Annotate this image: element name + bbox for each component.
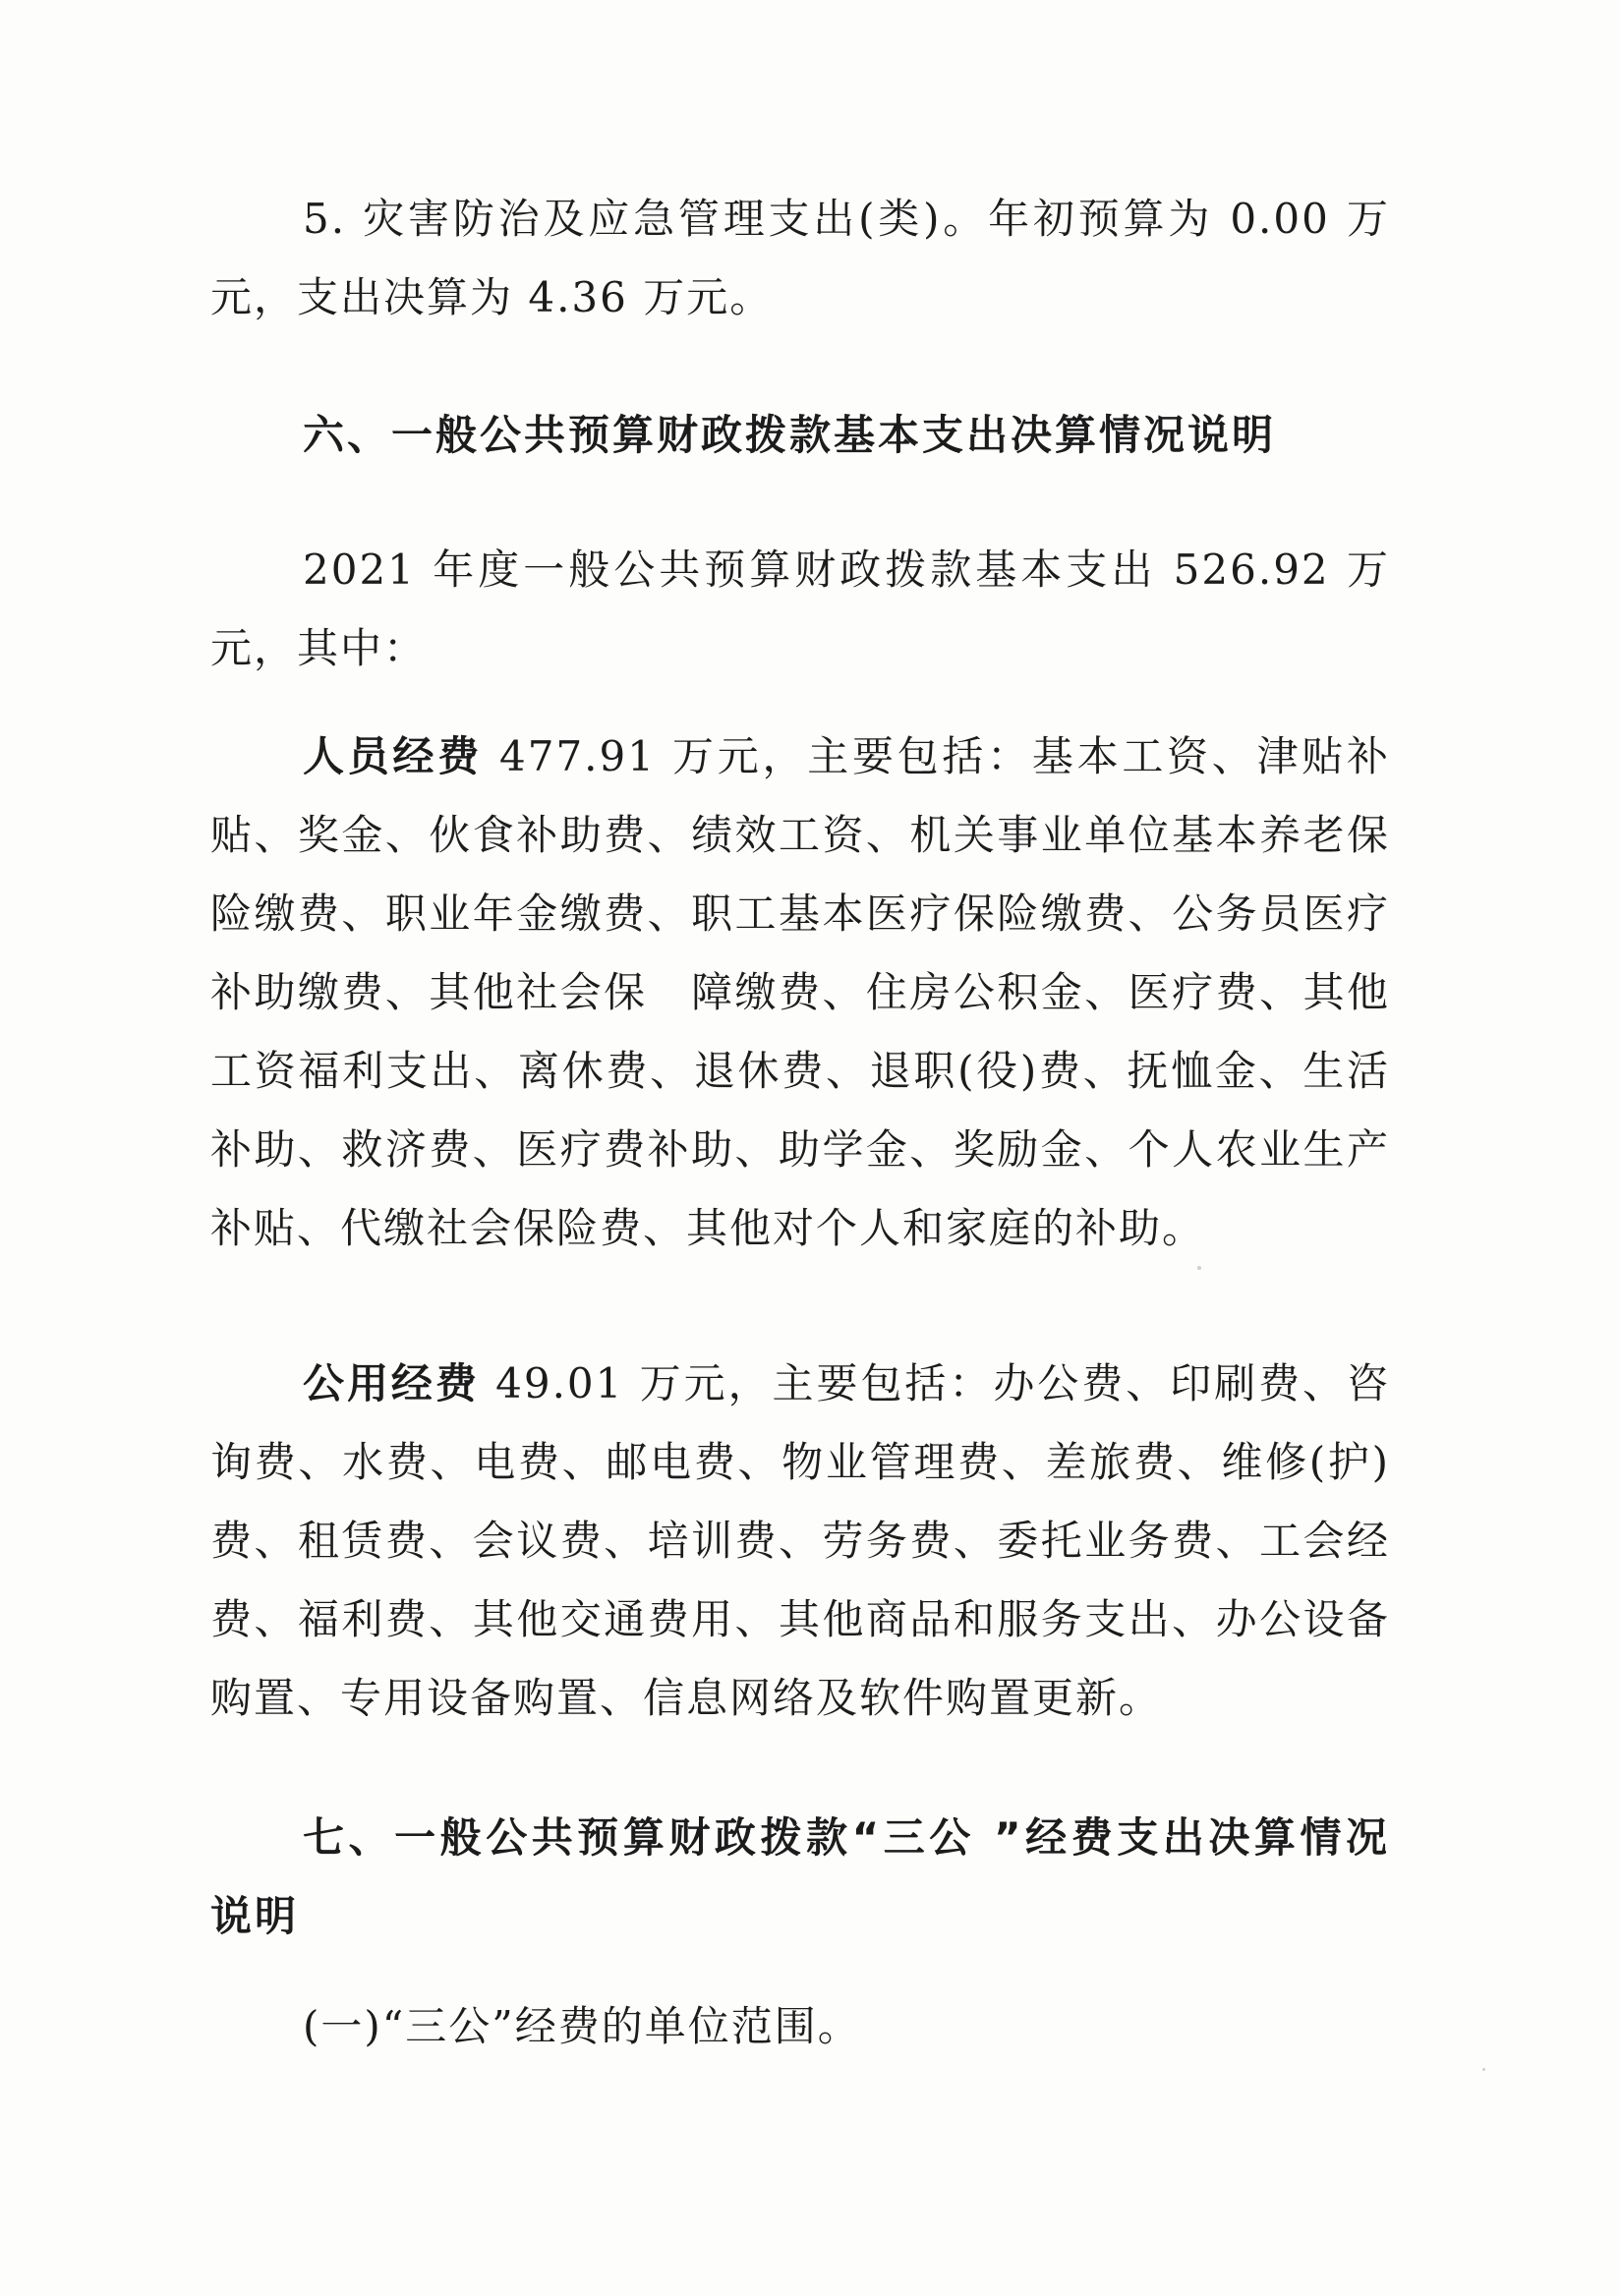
personnel-expenses-label: 人员经费 — [303, 732, 483, 780]
paragraph-personnel-expenses — [210, 718, 1390, 1268]
personnel-expenses-text: 477.91 万元，主要包括：基本工资、津贴补贴、奖金、伙食补助费、绩效工资、机关事业单位基本养老保险缴费、职业年金缴费、职工基本医疗保险缴费、公务员医疗补助缴费、其他社会保 障缴费、住房公积金、医疗费、其他工资福利支出、离休费、退休费、退职(役)费、抚恤金、生活补助、救济费、医疗费补助、助学金、奖励金、个人农业生产补贴、代缴社会保险费、其他对个人和家庭的补助。 — [210, 732, 1390, 1252]
paragraph-public-expenses — [210, 1345, 1390, 1738]
section-heading-6: 六、一般公共预算财政拨款基本支出决算情况说明 — [303, 411, 1277, 459]
paragraph-three-public-scope: (一)“三公”经费的单位范围。 — [303, 2002, 861, 2050]
public-expenses-label: 公用经费 — [303, 1359, 480, 1407]
section-heading-7: 七、一般公共预算财政拨款“三公 ”经费支出决算情况说明 — [210, 1813, 1390, 1940]
scan-speck — [1482, 2068, 1485, 2071]
public-expenses-text: 49.01 万元，主要包括：办公费、印刷费、咨询费、水费、电费、邮电费、物业管理费、差旅费、维修(护)费、租赁费、会议费、培训费、劳务费、委托业务费、工会经费、福利费、其他交通费用、其他商品和服务支出、办公设备购置、专用设备购置、信息网络及软件购置更新。 — [210, 1359, 1390, 1722]
scan-speck — [1197, 1266, 1201, 1270]
paragraph-disaster-prevention: 5. 灾害防治及应急管理支出(类)。年初预算为 0.00 万元，支出决算为 4.36 万元。 — [210, 195, 1390, 321]
paragraph-basic-expenditure: 2021 年度一般公共预算财政拨款基本支出 526.92 万元，其中： — [210, 545, 1390, 672]
